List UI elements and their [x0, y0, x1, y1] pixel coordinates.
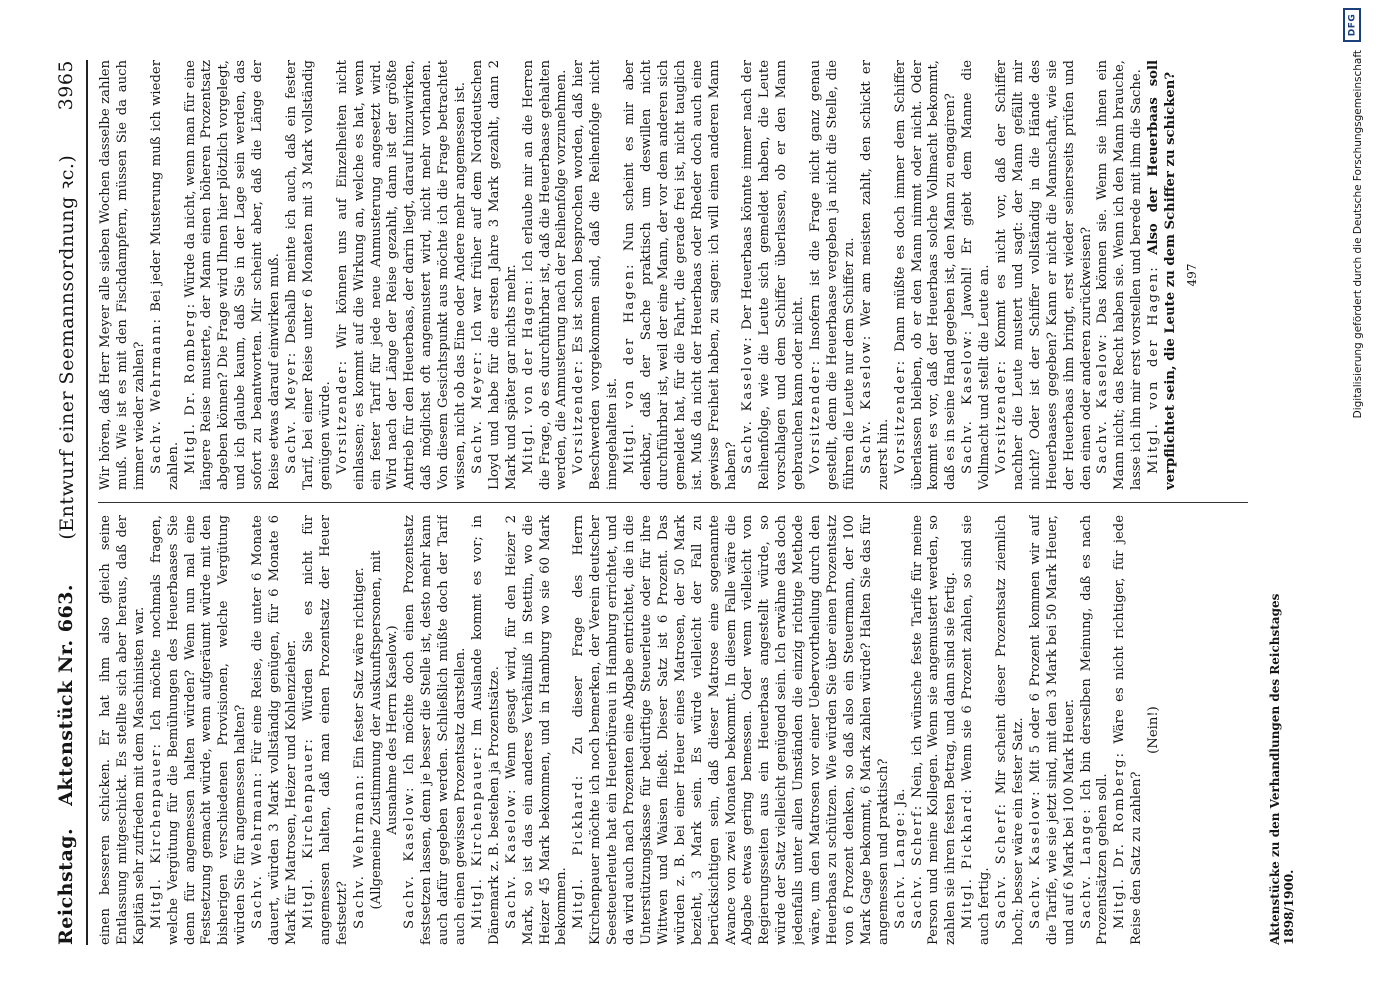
paragraph-text: Wir hören, daß Herr Meyer alle sieben Wochen dasselbe zahlen muß. Wie ist es mit den Fischdampfern, müssen Sie da auch immer wieder zahlen?	[98, 60, 147, 490]
paragraph-text: Würde da nicht, wenn man für eine längere Reise musterte, der Mann einen höheren Prozentsatz abgeben können? Die Frage wird Ihnen hier plötzlich vorgelegt, und ich glaube kaum, daß Sie in der Lage sein werden, das sofort zu beantworten. Mir scheint aber, daß die Länge der Reise etwas darauf einwirken muß.	[182, 60, 283, 490]
right-column	[98, 60, 1248, 490]
speaker-name: Sachv. Scherf:	[909, 803, 925, 929]
signature-number: 497	[1185, 263, 1199, 287]
paragraph	[893, 60, 961, 490]
paragraph-text: Der Heuerbaas könnte immer nach der Reihenfolge, wie die Leute sich gemeldet haben, die Leute vorschlagen und dem Schiffer überlassen, ob er den Mann gebrauchen kann oder nicht.	[740, 60, 807, 490]
speaker-name: Vorsitzender:	[892, 358, 908, 474]
paragraph-text: Ein fester Satz wäre richtiger.	[351, 567, 367, 769]
paragraph	[149, 515, 250, 945]
paragraph-text: (Nein!)	[1146, 706, 1162, 754]
paragraph-text: Ich bin derselben Meinung, daß es nach Prozentsätzen gehen soll.	[1078, 515, 1111, 945]
paragraph	[98, 60, 149, 490]
speaker-name: Vorsitzender:	[571, 358, 587, 474]
paragraph	[1028, 515, 1079, 945]
paragraph-text: Insofern ist die Frage nicht ganz genau gestellt, denn die Heuerbaase vergeben ja nicht die Stelle, die führen die Leute nur dem Schiffer zu.	[808, 60, 857, 490]
paragraph	[352, 515, 369, 945]
speaker-name: Mitgl. Kirchenpauer:	[148, 742, 164, 929]
paragraph-text: Wenn gesagt wird, für den Heizer 2 Mark, so ist das ein anderes Verhältniß in Stettin, wo die Heizer 45 Mark bekommen, und in Hamburg wo sie 60 Mark bekommen.	[503, 515, 570, 945]
paragraph	[960, 515, 994, 945]
paragraph	[504, 515, 572, 945]
paragraph	[335, 60, 470, 490]
paragraph-text: Im Auslande kommt es vor; in Dänemark z. B. bestehen ja Prozentsätze.	[469, 515, 502, 945]
paragraph	[1079, 515, 1113, 945]
paragraph	[301, 515, 352, 945]
paragraph-text: Also der Heuerbaas soll verpflichtet sein, die Leute zu dem Schiffer zu schicken?	[1146, 60, 1179, 490]
paragraph	[960, 60, 994, 490]
paragraph-text: Wir können uns auf Einzelheiten nicht einlassen; es kommt auf die Wirkung an, welche es hat, wenn ein fester Tarif für jede neue Anmusterung angesetzt wird. Wird nach der Länge der Reise gezahlt, dann ist der größte Antrieb für den Heuerbaas, der darin liegt, darauf hinzuwirken, daß möglichst oft angemustert wird, nicht mehr vorhanden. Von diesem Gesichtspunkt aus möchte ich die Frage betrachtet wissen, nicht ob das Eine oder Andere mehr angemessen ist.	[334, 60, 469, 490]
speaker-name: Sachv. Kaselow:	[740, 335, 756, 474]
paragraph	[402, 515, 470, 945]
paragraph	[470, 515, 504, 945]
paragraph	[808, 60, 859, 490]
paragraph-text: Jawohl! Er giebt dem Manne die Vollmacht und stellt die Leute an.	[960, 60, 993, 490]
speaker-name: Sachv. Kaselow:	[1095, 332, 1111, 474]
speaker-name: Sachv. Kaselow:	[858, 333, 874, 474]
speaker-name: Mitgl. von der Hagen:	[1146, 265, 1162, 474]
page-footer	[1268, 515, 1296, 945]
paragraph-text: Dann müßte es doch immer dem Schiffer überlassen bleiben, ob er den Mann nimmt oder nicht. Oder kommt es vor, daß der Heuerbaas solche Vollmacht bekommt, daß es in seine Hand gegeben ist, den Mann zu engagiren?	[892, 60, 959, 490]
paragraph-text: Ich war früher auf dem Norddeutschen Lloyd und habe für die ersten Jahre 3 Mark gezahlt, dann 2 Mark und später gar nichts mehr.	[469, 60, 519, 490]
speaker-name: Sachv. Kaselow:	[960, 328, 976, 474]
paragraph-text: Das können sie. Wenn sie ihnen ein Mann nicht; das Recht haben sie. Wenn ich den Mann brauche, lasse ich ihn mir erst vorstellen und berede mit ihm die Sache.	[1095, 60, 1145, 490]
header-reichstag: Reichstag.	[55, 827, 77, 945]
paragraph	[1095, 60, 1146, 490]
paragraph-text: Ja.	[892, 788, 908, 806]
paragraph-text: Deshalb meinte ich auch, daß ein fester Tarif, bei einer Reise unter 6 Monaten mit 3 Mark vollständig genügen würde.	[283, 60, 333, 490]
side-note-text: Digitalisierung gefördert durch die Deutsche Forschungsgemeinschaft	[1352, 50, 1364, 419]
page-header	[46, 60, 86, 945]
paragraph	[859, 60, 893, 490]
paragraph-text: Nun scheint es mir aber denkbar, daß der Sache praktisch um deswillen nicht durchführbar ist, weil der eine Mann, der vor dem anderen sich gemeldet hat, für die Fahrt, die gerade frei ist, nicht tauglich ist. Muß da nicht der Heuerbaas oder Rheder doch auch eine gewisse Freiheit haben, zu sagen: ich will einen anderen Mann haben?	[622, 60, 739, 490]
speaker-name: Mitgl. von der Hagen:	[622, 262, 638, 474]
speaker-name: Sachv. Wehrmann:	[148, 317, 164, 474]
speaker-name: Sachv. Wehrmann:	[351, 773, 367, 929]
paragraph-text: einen besseren schicken. Er hat ihm also gleich seine Entlassung mitgeschickt. Es stellte sich aber heraus, daß der Kapitän sehr zufrieden mit dem Maschinisten war.	[98, 515, 147, 945]
paragraph	[98, 515, 149, 945]
speaker-name: Sachv. Wehrmann:	[250, 770, 266, 929]
paragraph-text: Ich möchte doch einen Prozentsatz festsetzen lassen, denn je besser die Stelle ist, desto mehr kann auch dafür gegeben werden. Schließlich müßte doch der Tarif auch einen gewissen Prozentsatz darstellen.	[402, 515, 469, 945]
paragraph	[893, 515, 910, 945]
paragraph	[521, 60, 572, 490]
paragraph-text: Wenn sie 6 Prozent zahlen, so sind sie auch fertig.	[960, 515, 993, 945]
paragraph	[622, 60, 740, 490]
header-rule	[86, 60, 88, 945]
header-left	[55, 584, 77, 945]
speaker-name: Sachv. Kaselow:	[402, 785, 418, 929]
paragraph-text: Es ist schon besprochen worden, daß hier Beschwerden vorgekommen sind, daß die Reihenfolge nicht innegehalten ist.	[571, 60, 621, 490]
speaker-name: Mitgl. Dr. Romberg:	[1112, 750, 1128, 929]
speaker-name: Sachv. Scherf:	[994, 802, 1010, 929]
speaker-name: Vorsitzender:	[994, 358, 1010, 474]
paragraph-text: Kommt es nicht vor, daß der Schiffer nachher die Leute mustert und sagt: der Mann gefällt mir nicht? Oder ist der Schiffer vollständig in die Hände des Heuerbaases gegeben? Kann er nicht die Mannschaft, wie sie der Heuerbaas ihm bringt, erst wieder seinerseits prüfen und den einen oder anderen zurückweisen?	[994, 60, 1094, 490]
header-title: (Entwurf einer Seemannsordnung ꝛc.)	[56, 154, 78, 540]
paragraph	[250, 515, 301, 945]
speaker-name: Sachv. Meyer:	[469, 349, 485, 474]
paragraph	[571, 60, 622, 490]
paragraph-text: Ich erlaube mir an die Herren die Frage, ob es durchführbar ist, daß die Heuerbaase gehalten werden, die Anmusterung nach der Reihenfolge vorzunehmen.	[520, 60, 570, 490]
paragraph-text: Mit 5 oder 6 Prozent kommen wir auf die Tarife, wie sie jetzt sind, mit den 3 Mark bei 50 Mark Heuer, und auf 6 Mark bei 100 Mark Heuer.	[1027, 515, 1077, 945]
footer-text: Aktenstücke zu den Verhandlungen des Reichstages 1898/1900.	[1268, 593, 1296, 945]
paragraph	[994, 60, 1095, 490]
speaker-name: Sachv. Kaselow:	[503, 787, 519, 929]
paragraph	[740, 60, 808, 490]
speaker-name: Mitgl. Pickhard:	[571, 773, 587, 929]
speaker-name: Vorsitzender:	[808, 358, 824, 474]
side-note	[1338, 10, 1378, 990]
paragraph-text: (Allgemeine Zustimmung der Auskunftspersonen, mit Ausnahme des Herrn Kaselow.)	[368, 550, 401, 910]
speaker-name: Vorsitzender:	[334, 358, 350, 474]
paragraph-text: Wäre es nicht richtiger, für jede Reise den Satz zu zahlen?	[1112, 515, 1145, 945]
speaker-name: Mitgl. von der Hagen:	[520, 278, 536, 474]
paragraph	[1146, 60, 1180, 490]
speaker-name: Mitgl. Dr. Romberg:	[182, 301, 198, 474]
speaker-name: Sachv. Lange:	[892, 810, 908, 929]
paragraph-text: Bei jeder Musterung muß ich wieder zahlen.	[148, 60, 181, 490]
paragraph-text: Mir scheint dieser Prozentsatz ziemlich hoch; besser wäre ein fester Satz.	[994, 515, 1026, 945]
speaker-name: Mitgl. Kirchenpauer:	[469, 744, 485, 929]
paragraph-text: Für eine Reise, die unter 6 Monate dauert, würden 3 Mark vollständig genügen, für 6 Monate 6 Mark für Matrosen, Heizer und Kohlenzieher.	[250, 515, 299, 945]
paragraph-text: Wer am meisten zahlt, den schickt er zuerst hin.	[858, 60, 891, 490]
paragraph-text: Zu dieser Frage des Herrn Kirchenpauer möchte ich noch bemerken, der Verein deutscher Seesteuerleute hat ein Heuerbüreau in Hamburg errichtet, und da wird auch nach Prozenten eine Abgabe entrichtet, die in die Unterstützungskasse für bedürftige Steuerleute oder für ihre Wittwen und Waisen fließt. Dieser Satz ist 6 Prozent. Das würden z. B. bei einer Heuer eines Matrosen, der 50 Mark bezieht, 3 Mark sein. Es würde vielleicht der Fall zu berücksichtigen sein, daß dieser Matrose eine sogenannte Avance von zwei Monaten bekommt. In diesem Falle wäre die Abgabe etwas gering bemessen. Oder wenn vielleicht von Regierungsseiten aus ein Heuerbaas angestellt würde, so würde der Satz vielleicht genügend sein. Ich erwähne das doch jedenfalls unter allen Umständen die einzig richtige Methode wäre, um den Matrosen vor einer Uebervortheilung durch den Heuerbaas zu schützen. Wie würden Sie über einen Prozentsatz von 6 Prozent denken, so daß also ein Steuermann, der 100 Mark Gage bekommt, 6 Mark zahlen würde? Halten Sie das für angemessen und praktisch?	[571, 515, 891, 945]
speaker-name: Sachv. Kaselow:	[1027, 789, 1043, 929]
paragraph	[369, 515, 403, 945]
speaker-name: Sachv. Meyer:	[283, 350, 299, 474]
paragraph	[994, 515, 1028, 945]
page-number: 3965	[55, 60, 77, 111]
paragraph	[470, 60, 521, 490]
header-document-number: Aktenstück Nr. 663.	[55, 583, 77, 806]
dfg-logo-text: DFG	[1347, 13, 1358, 37]
paragraph	[284, 60, 335, 490]
paragraph	[571, 515, 892, 945]
paragraph-text: Ich möchte nochmals fragen, welche Vergütung für die Bemühungen des Heuerbaases Sie denn für angemessen halten würden? Wenn nun mal eine Festsetzung gemacht würde, wenn aufgeräumt würde mit den bisherigen verschiedenen Provisionen, welche Vergütung würden Sie für angemessen halten?	[148, 515, 249, 945]
paragraph-text: Würden Sie es nicht für angemessen halten, daß man einen Prozentsatz der Heuer festsetzt?	[300, 515, 350, 945]
speaker-name: Mitgl. Kirchenpauer:	[300, 737, 316, 929]
left-column	[98, 515, 1248, 945]
speaker-name: Mitgl. Pickhard:	[960, 787, 976, 929]
column-divider	[98, 502, 1248, 503]
paragraph-text: Nein, ich wünsche feste Tarife für meine Person und meine Kollegen. Wenn sie angemustert werden, so zahlen sie ihren festen Betrag, und dann sind sie fertig.	[909, 515, 959, 945]
paragraph	[1112, 515, 1146, 945]
speaker-name: Sachv. Lange:	[1078, 807, 1094, 929]
paragraph	[1146, 515, 1163, 945]
paragraph	[910, 515, 961, 945]
paragraph	[183, 60, 284, 490]
paragraph	[149, 60, 183, 490]
